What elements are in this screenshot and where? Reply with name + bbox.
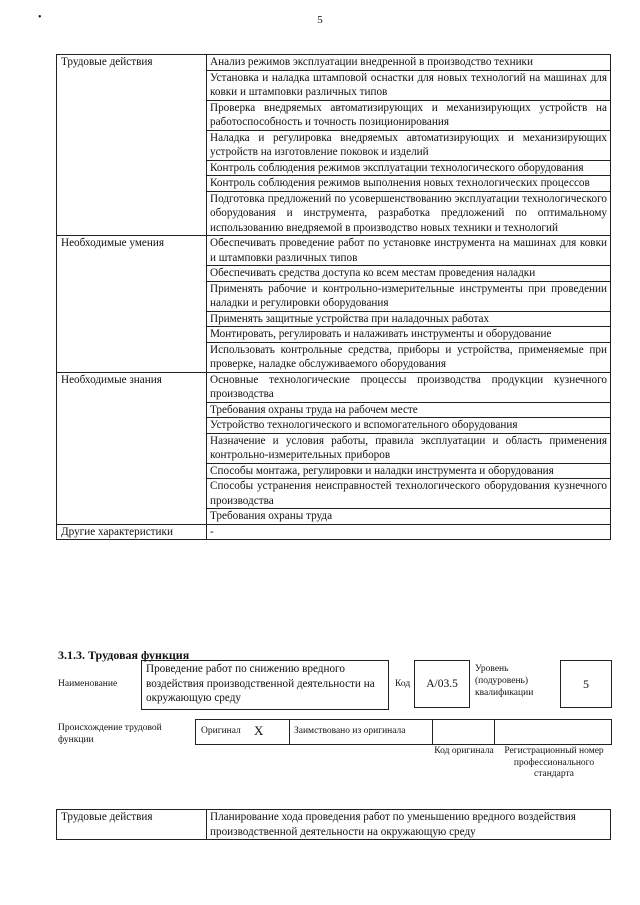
list-item: Подготовка предложений по усовершенствованию эксплуатации технологического оборудования и инструмента, разработка предложений по оптимальному использованию внедряемой в производство новых техники и технологий xyxy=(210,192,607,234)
reg-caption: Регистрационный номер профессионального стандарта xyxy=(504,746,604,779)
list-item: Обеспечивать проведение работ по установке инструмента на машинах для ковки и штамповки различных типов xyxy=(207,236,610,266)
table-row xyxy=(57,236,611,373)
list-item: - xyxy=(210,525,214,538)
requirements-table xyxy=(56,54,611,540)
table-row xyxy=(57,55,611,236)
list-item: Наладка и регулировка внедряемых автоматизирующих и механизирующих устройств на изготовление поковок и изделий xyxy=(207,131,610,161)
row-value: Планирование хода проведения работ по уменьшению вредного воздействия производственной деятельности на окружающую среду xyxy=(207,810,611,840)
list-item: Проверка внедряемых автоматизирующих и механизирующих устройств на работоспособность и точность позиционирования xyxy=(207,101,610,131)
original-mark: X xyxy=(254,723,264,738)
list-item: Анализ режимов эксплуатации внедренной в производство техники xyxy=(207,55,610,71)
list-item: Использовать контрольные средства, приборы и устройства, применяемые при проверке, наладке обслуживаемого оборудования xyxy=(210,343,607,370)
table-row xyxy=(57,810,611,840)
row-items xyxy=(207,55,611,236)
code-label: Код xyxy=(395,679,411,689)
list-item: Устройство технологического и вспомогательного оборудования xyxy=(207,418,610,434)
row-items xyxy=(207,372,611,524)
bottom-table xyxy=(56,809,611,840)
code-box xyxy=(414,660,470,708)
original-label: Оригинал xyxy=(201,726,241,736)
table-row xyxy=(57,372,611,524)
list-item: Способы устранения неисправностей технологического оборудования кузнечного производства xyxy=(207,479,610,509)
row-label: Трудовые действия xyxy=(57,55,207,236)
list-item: Контроль соблюдения режимов выполнения новых технологических процессов xyxy=(207,176,610,192)
corner-mark: • xyxy=(38,12,42,23)
list-item: Обеспечивать средства доступа ко всем местам проведения наладки xyxy=(207,266,610,282)
row-label: Другие характеристики xyxy=(57,524,207,540)
row-label: Необходимые знания xyxy=(57,372,207,524)
level-box xyxy=(560,660,612,708)
function-name-box xyxy=(141,660,389,710)
origin-divider-2 xyxy=(432,719,433,744)
row-label: Необходимые умения xyxy=(57,236,207,373)
name-label: Наименование xyxy=(58,679,118,689)
function-name-value: Проведение работ по снижению вредного воздействия производственной деятельности на окружающую среду xyxy=(146,663,375,704)
row-items xyxy=(207,236,611,373)
list-item: Назначение и условия работы, правила эксплуатации и область применения контрольно-измерительных приборов xyxy=(207,434,610,464)
code-caption: Код оригинала xyxy=(434,746,494,756)
list-item: Способы монтажа, регулировки и наладки инструмента и оборудования xyxy=(207,464,610,480)
origin-label: Происхождение трудовой функции xyxy=(58,723,162,745)
page-number: 5 xyxy=(317,14,323,26)
origin-divider-1 xyxy=(289,719,290,744)
list-item: Применять защитные устройства при наладочных работах xyxy=(207,312,610,328)
list-item: Требования охраны труда xyxy=(210,510,333,522)
row-items xyxy=(207,524,611,540)
list-item: Применять рабочие и контрольно-измерительные инструменты при проведении наладки и регулировки оборудования xyxy=(207,282,610,312)
list-item: Монтировать, регулировать и налаживать инструменты и оборудование xyxy=(207,327,610,343)
list-item: Требования охраны труда на рабочем месте xyxy=(207,403,610,419)
borrowed-label: Заимствовано из оригинала xyxy=(294,726,406,736)
code-value: А/03.5 xyxy=(426,678,458,690)
level-label: Уровень (подуровень) квалификации xyxy=(475,664,534,698)
row-label: Трудовые действия xyxy=(57,810,207,840)
list-item: Контроль соблюдения режимов эксплуатации технологического оборудования xyxy=(207,161,610,177)
list-item: Основные технологические процессы производства продукции кузнечного производства xyxy=(207,373,610,403)
origin-divider-3 xyxy=(494,719,495,744)
list-item: Установка и наладка штамповой оснастки для новых технологий на машинах для ковки и штамповки различных типов xyxy=(207,71,610,101)
level-value: 5 xyxy=(583,677,589,691)
table-row xyxy=(57,524,611,540)
section-title: 3.1.3. Трудовая функция xyxy=(58,648,190,662)
